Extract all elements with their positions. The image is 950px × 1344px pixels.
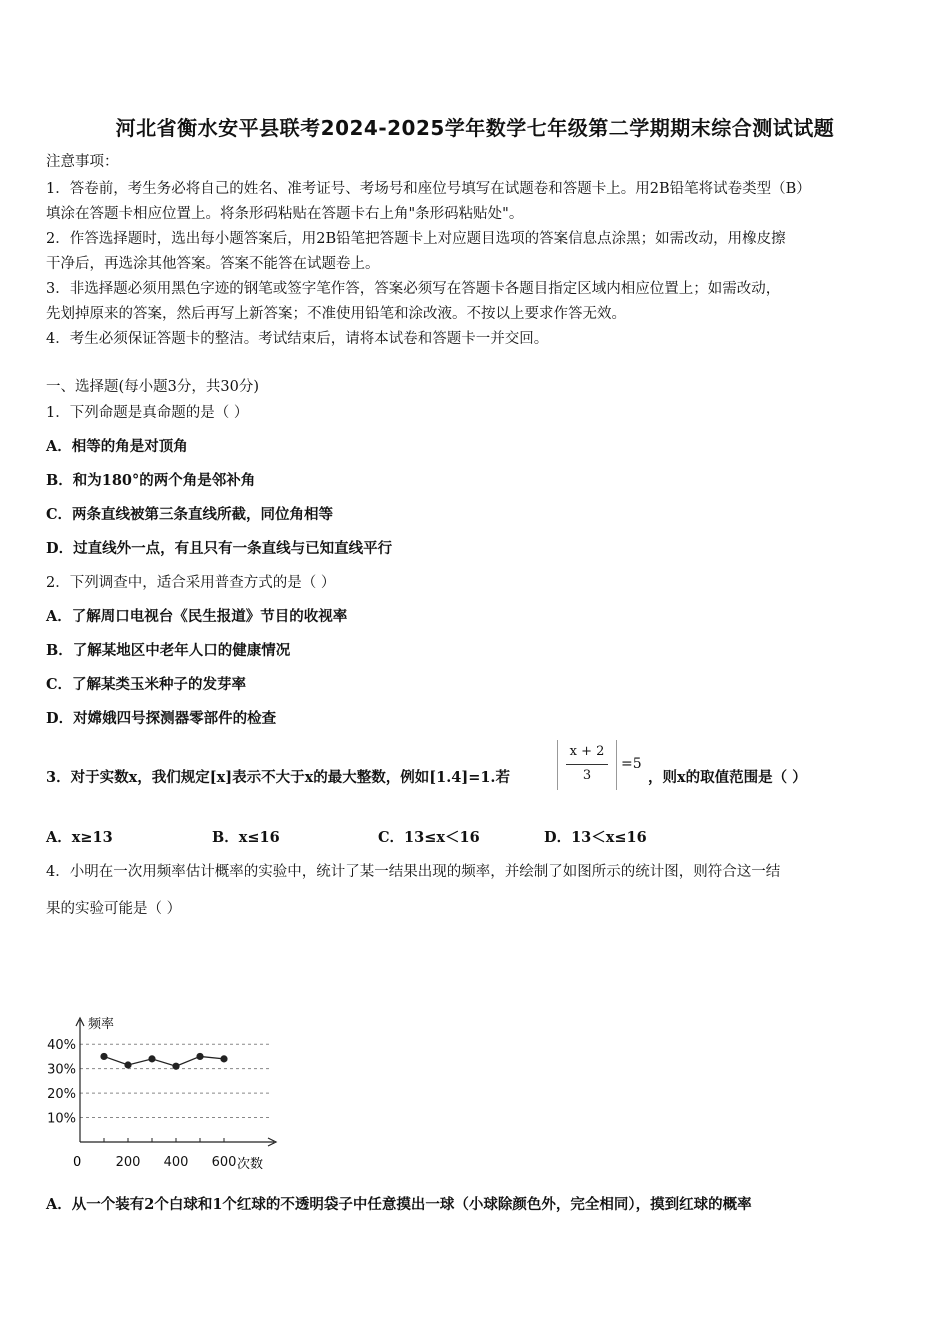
chart-y-axis-label: 频率	[88, 1017, 115, 1032]
notice-line-3: 2．作答选择题时，选出每小题答案后，用2B铅笔把答题卡上对应题目选项的答案信息点涂黑；如需改动，用橡皮擦	[46, 231, 786, 247]
x-tick-label: 400	[163, 1155, 189, 1170]
fraction-equals: =5	[621, 756, 642, 772]
section-heading: 一、选择题(每小题3分，共30分)	[46, 379, 259, 395]
y-tick-label: 20%	[47, 1087, 76, 1103]
question-3-option-a: A．x≥13	[46, 829, 113, 846]
question-4-stem-line-1: 4．小明在一次用频率估计概率的实验中，统计了某一结果出现的频率，并绘制了如图所示的统计图，则符合这一结	[46, 864, 781, 880]
question-2-option-c: C．了解某类玉米种子的发芽率	[46, 676, 247, 693]
question-2-stem: 2．下列调查中，适合采用普查方式的是（ ）	[46, 575, 336, 591]
notice-heading: 注意事项：	[46, 154, 119, 170]
chart-ticks	[47, 1038, 236, 1170]
question-1-option-a: A．相等的角是对顶角	[46, 438, 188, 455]
chart-x-axis-label: 次数	[237, 1157, 264, 1172]
question-2-option-b: B．了解某地区中老年人口的健康情况	[46, 642, 291, 659]
data-point	[124, 1061, 131, 1068]
data-point	[148, 1055, 155, 1062]
question-1-option-d: D．过直线外一点，有且只有一条直线与已知直线平行	[46, 540, 393, 557]
notice-line-1: 1．答卷前，考生务必将自己的姓名、准考证号、考场号和座位号填写在试题卷和答题卡上。用2B铅笔将试卷类型（B）	[46, 181, 811, 197]
question-3-option-d: D．13＜x≤16	[544, 829, 647, 846]
series-line	[104, 1056, 224, 1066]
fraction-bar	[566, 764, 608, 765]
floor-fraction	[557, 740, 617, 790]
question-2-option-a: A．了解周口电视台《民生报道》节目的收视率	[46, 608, 348, 625]
chart-origin-label: 0	[73, 1155, 82, 1170]
y-tick-label: 40%	[47, 1038, 76, 1054]
notice-line-4: 干净后，再选涂其他答案。答案不能答在试题卷上。	[46, 256, 380, 272]
notice-line-2: 填涂在答题卡相应位置上。将条形码粘贴在答题卡右上角"条形码粘贴处"。	[46, 206, 524, 222]
data-point	[100, 1053, 107, 1060]
chart-series	[100, 1053, 227, 1070]
data-point	[172, 1063, 179, 1070]
x-tick-label: 200	[115, 1155, 141, 1170]
exam-title: 河北省衡水安平县联考2024-2025学年数学七年级第二学期期末综合测试试题	[115, 116, 835, 140]
question-1-stem: 1．下列命题是真命题的是（ ）	[46, 405, 249, 421]
question-3-option-b: B．x≤16	[212, 829, 280, 846]
frequency-line-chart	[40, 1010, 290, 1175]
data-point	[196, 1053, 203, 1060]
chart-axes	[76, 1018, 276, 1146]
question-4-option-a: A．从一个装有2个白球和1个红球的不透明袋子中任意摸出一球（小球除颜色外，完全相同），摸到红球的概率	[46, 1196, 752, 1213]
notice-line-6: 先划掉原来的答案，然后再写上新答案；不准使用铅笔和涂改液。不按以上要求作答无效。	[46, 306, 626, 322]
question-3-stem-end: ，则x的取值范围是（ ）	[648, 769, 807, 786]
y-tick-label: 30%	[47, 1062, 76, 1078]
data-point	[220, 1055, 227, 1062]
question-4-stem-line-2: 果的实验可能是（ ）	[46, 901, 182, 917]
notice-line-7: 4．考生必须保证答题卡的整洁。考试结束后，请将本试卷和答题卡一并交回。	[46, 331, 549, 347]
chart-grid	[80, 1044, 270, 1117]
question-1-option-b: B．和为180°的两个角是邻补角	[46, 472, 256, 489]
fraction-numerator: x + 2	[569, 744, 605, 759]
question-1-option-c: C．两条直线被第三条直线所截，同位角相等	[46, 506, 334, 523]
question-3-stem-start: 3．对于实数x，我们规定[x]表示不大于x的最大整数，例如[1.4]=1.若	[46, 769, 510, 786]
question-2-option-d: D．对嫦娥四号探测器零部件的检查	[46, 710, 277, 727]
x-tick-label: 600	[211, 1155, 237, 1170]
question-3-option-c: C．13≤x＜16	[378, 829, 480, 846]
notice-line-5: 3．非选择题必须用黑色字迹的钢笔或签字笔作答，答案必须写在答题卡各题目指定区域内相应位置上；如需改动，	[46, 281, 781, 297]
fraction-denominator: 3	[582, 768, 592, 783]
y-tick-label: 10%	[47, 1111, 76, 1127]
